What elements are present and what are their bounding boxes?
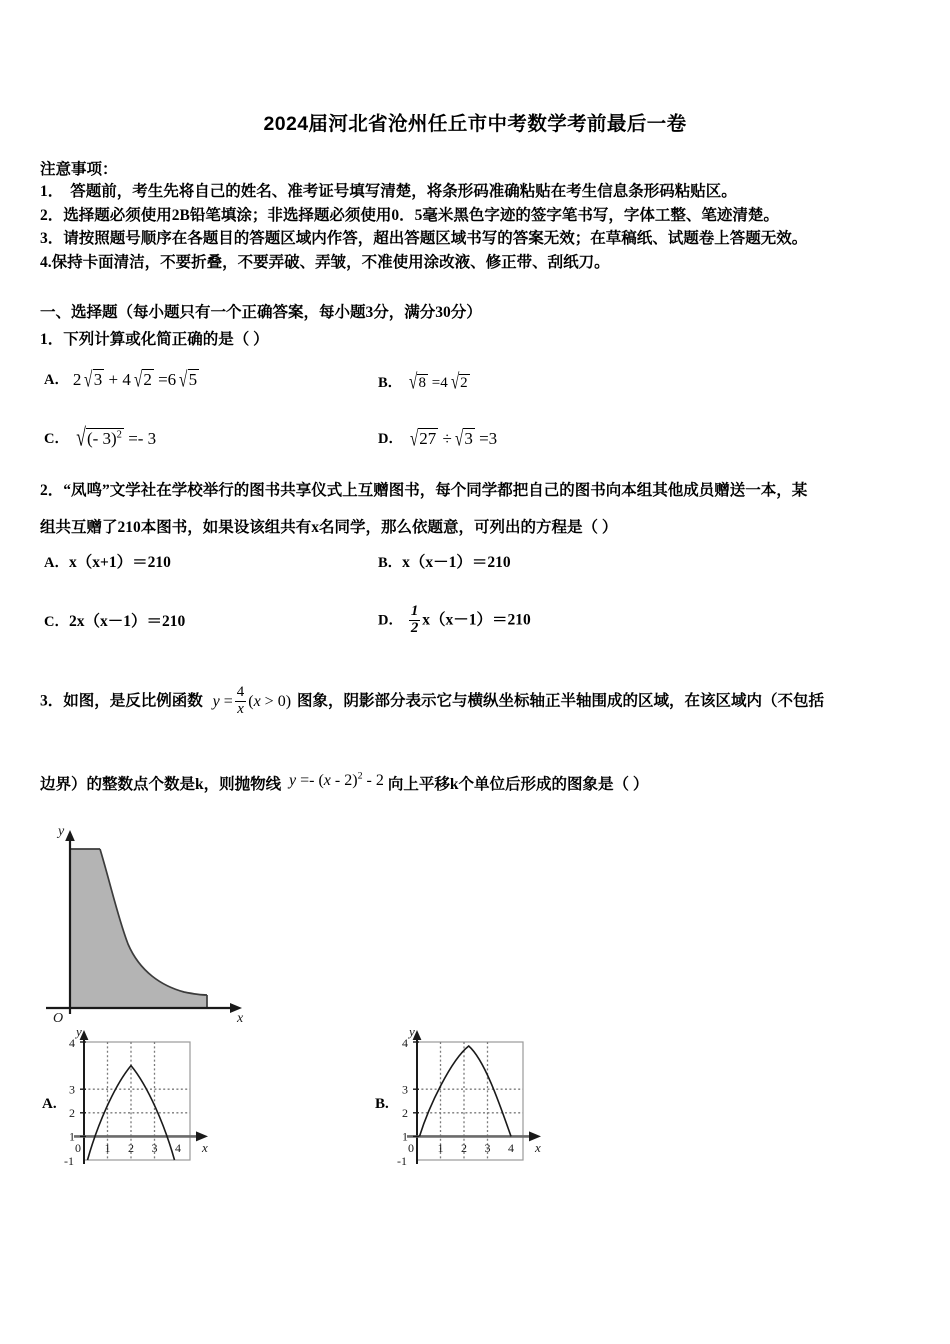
option-d-formula: √27 ÷ √3 =3 [409,427,498,452]
notice-item-text: 保持卡面清洁，不要折叠，不要弄破、弄皱，不准使用涂改液、修正带、刮纸刀。 [51,253,610,271]
notice-item-number: 3． [40,230,64,247]
option-a-text: x（x+1）＝210 [68,554,171,571]
y-tick-3: 3 [69,1082,75,1097]
notice-item [40,180,920,204]
option-letter: B． [378,555,403,571]
y-axis-label: y [409,1024,415,1039]
one-half-fraction [409,604,420,636]
inverse-function-formula: y = $\frac{4}{x}$ (x > 0) [212,684,292,717]
question-2-option-b [378,550,511,572]
fraction-numerator: 1 [410,603,419,619]
x-tick-1: 1 [437,1141,444,1155]
option-a-formula: 2 √3 + 4 √2 =6 √5 [72,368,198,393]
y-tick-2: 2 [402,1106,408,1120]
option-letter: A． [44,555,69,571]
question-3-text-part3: 边界）的整数点个数是k，则抛物线 [40,776,282,793]
y-tick-4: 4 [69,1036,75,1050]
parabola-formula: y =‑ (x ‑ 2)$^2$ ‑ 2 [289,771,384,790]
x-axis-label: x [202,1140,208,1155]
question-1-stem [40,325,269,355]
parabola-b-svg [395,1024,555,1174]
notice-item [40,251,920,275]
option-d-text: x（x－1）＝210 [422,611,531,629]
notice-item-number: 4. [40,253,52,271]
origin-label: 0 [75,1141,81,1155]
notice-item [40,227,920,251]
question-1-option-a [44,368,199,391]
option-letter: A． [44,372,69,388]
question-1-option-c [44,422,157,452]
notice-item-text: 答题前，考生先将自己的姓名、准考证号填写清楚，将条形码准确粘贴在考生信息条形码粘贴区。 [70,183,737,200]
x-tick-2: 2 [128,1141,134,1155]
notice-item-text: 选择题必须使用2B铅笔填涂；非选择题必须使用0．5毫米黑色字迹的签字笔书写，字体工整、笔迹清楚。 [63,206,779,224]
x-tick-1: 1 [104,1141,111,1155]
origin-label: 0 [408,1141,414,1155]
option-letter: C． [44,614,69,630]
question-2-option-c [44,609,185,631]
x-tick-3: 3 [484,1141,491,1155]
y-tick-1: 1 [69,1129,75,1144]
shaded-region [70,849,207,1008]
option-letter: D． [378,431,403,447]
question-3-option-b-letter: B. [375,1096,389,1112]
y-axis-label: y [76,1024,82,1039]
x-tick-3: 3 [151,1141,158,1155]
y-tick-1: 1 [402,1129,408,1144]
question-2-stem-line1 [40,476,807,506]
y-axis-label: y [58,824,65,839]
origin-label: O [53,1011,64,1022]
question-2-option-d [378,605,531,637]
question-1-text: 下列计算或化简正确的是（ ） [63,331,269,348]
question-2-stem-line2 [40,513,617,543]
question-3-number: 3． [40,692,64,710]
question-3-option-a-letter: A. [42,1096,57,1112]
option-b-formula: √8 =4 √2 [409,369,468,395]
notice-item [40,204,920,228]
y-tick-neg1: -1 [397,1154,407,1168]
question-2-option-a [44,550,171,572]
question-2-text-line2: 组共互赠了210本图书，如果设该组共有x名同学，那么依题意，可列出的方程是（ ） [40,519,618,536]
question-3-stem-line2 [40,770,648,800]
parabola-option-b-figure [395,1024,555,1174]
option-b-text: x（x－1）＝210 [402,554,511,571]
notice-item-number: 2． [40,206,64,224]
section-heading: 一、选择题（每小题只有一个正确答案，每小题3分，满分30分） [40,304,482,321]
question-3-text-part2: 图象，阴影部分表示它与横纵坐标轴正半轴围成的区域，在该区域内（不包括 [297,692,825,710]
question-2-number: 2． [40,482,64,499]
page-title: 2024届河北省沧州任丘市中考数学考前最后一卷 [263,113,687,135]
option-letter: C． [44,431,69,447]
question-1-number: 1． [40,331,64,348]
x-tick-4: 4 [175,1141,181,1155]
y-tick-4: 4 [402,1036,408,1050]
x-axis-label: x [535,1140,541,1155]
y-tick-neg1: -1 [64,1154,74,1168]
option-c-formula: √(‑ 3)$^2$ =‑ 3 [76,422,157,452]
parabola-a-svg [62,1024,222,1174]
question-1-option-b [378,371,470,393]
y-tick-2: 2 [69,1106,75,1120]
notice-heading: 注意事项： [40,161,118,178]
question-2-text-line1: “凤鸣”文学社在学校举行的图书共享仪式上互赠图书，每个同学都把自己的图书向本组其他成员赠送一本，某 [63,482,808,499]
question-3-text-part4: 向上平移k个单位后形成的图象是（ ） [387,776,649,793]
x-tick-4: 4 [508,1141,514,1155]
option-c-text: 2x（x－1）＝210 [68,613,186,630]
question-1-option-d [378,427,497,450]
notice-item-number: 1． [40,183,64,200]
parabola-option-a-figure [62,1024,222,1174]
x-tick-2: 2 [461,1141,467,1155]
hyperbola-svg [32,822,262,1022]
question-3-text-part1: 如图，是反比例函数 [63,692,203,710]
hyperbola-figure [32,822,262,1022]
y-axis-arrow [65,830,75,841]
x-axis-label: x [237,1011,244,1022]
option-letter: B． [378,375,403,391]
fraction-denominator: 2 [410,619,419,636]
y-tick-3: 3 [402,1082,408,1097]
option-letter: D． [378,612,403,629]
question-3-stem-line1 [40,686,824,718]
notice-list [40,180,920,274]
notice-item-text: 请按照题号顺序在各题目的答题区域内作答，超出答题区域书写的答案无效；在草稿纸、试题卷上答题无效。 [63,230,808,247]
